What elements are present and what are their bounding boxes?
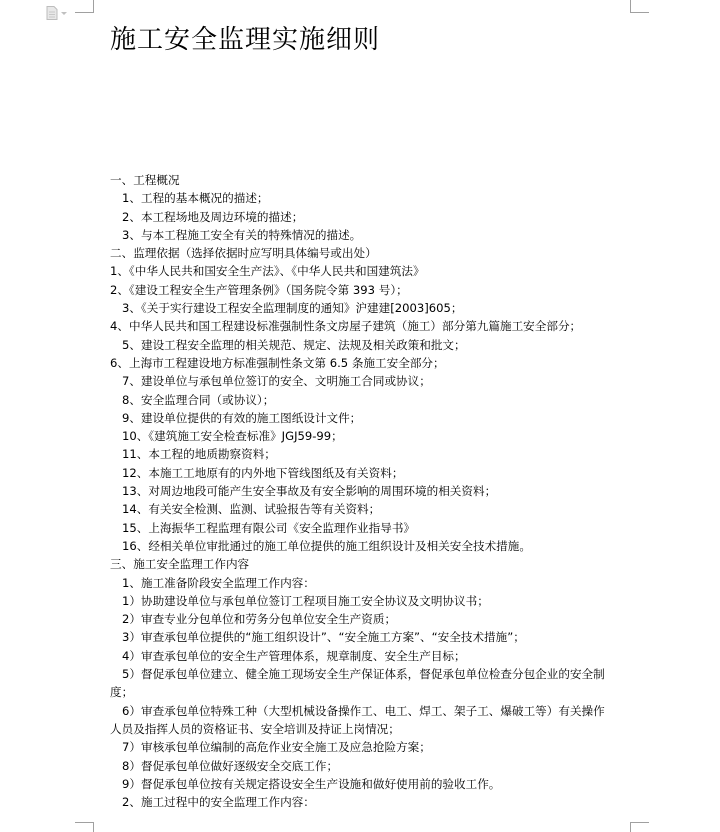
body-line: 7）审核承包单位编制的高危作业安全施工及应急抢险方案； <box>122 740 431 755</box>
body-line: 二、监理依据（选择依据时应写明具体编号或出处） <box>110 246 377 261</box>
document-title: 施工安全监理实施细则 <box>110 25 381 55</box>
crop-mark-top-right <box>630 0 649 13</box>
body-line: 10、《建筑施工安全检查标准》JGJ59-99； <box>122 429 343 444</box>
body-line: 11、本工程的地质勘察资料； <box>122 447 276 462</box>
body-line: 12、本施工工地原有的内外地下管线图纸及有关资料； <box>122 465 404 480</box>
body-line: 9）督促承包单位按有关规定搭设安全生产设施和做好使用前的验收工作。 <box>122 776 501 791</box>
body-line: 13、对周边地段可能产生安全事故及有安全影响的周围环境的相关资料； <box>122 484 497 499</box>
body-line: 一、工程概况 <box>110 173 180 187</box>
body-line: 1、施工准备阶段安全监理工作内容： <box>122 575 315 590</box>
body-line: 5）督促承包单位建立、健全施工现场安全生产保证体系，督促承包单位检查分包企业的安全制度； <box>110 667 605 700</box>
body-line: 2）审查专业分包单位和劳务分包单位安全生产资质； <box>122 612 397 627</box>
document-icon <box>46 6 68 20</box>
body-line: 3）审查承包单位提供的“施工组织设计”、“安全施工方案”、“安全技术措施”； <box>122 630 525 645</box>
body-line: 6、上海市工程建设地方标准强制性条文第 6.5 条施工安全部分； <box>110 355 445 370</box>
body-line: 9、建设单位提供的有效的施工图纸设计文件； <box>122 410 362 425</box>
body-line: 7、建设单位与承包单位签订的安全、文明施工合同或协议； <box>122 374 431 389</box>
body-line: 1、工程的基本概况的描述； <box>122 191 269 206</box>
body-line: 3、《关于实行建设工程安全监理制度的通知》沪建建[2003]605； <box>122 301 463 316</box>
body-line: 1、《中华人民共和国安全生产法》、《中华人民共和国建筑法》 <box>110 264 425 279</box>
body-line: 4、中华人民共和国工程建设标准强制性条文房屋子建筑（施工）部分第九篇施工安全部分； <box>110 319 582 334</box>
body-line: 5、建设工程安全监理的相关规范、规定、法规及相关政策和批文； <box>122 337 466 352</box>
body-line: 4）审查承包单位的安全生产管理体系，规章制度、安全生产目标； <box>122 648 466 663</box>
body-line: 2、施工过程中的安全监理工作内容： <box>122 795 315 810</box>
body-line: 三、施工安全监理工作内容 <box>110 557 250 572</box>
crop-mark-top-left <box>75 0 94 13</box>
body-line: 2、本工程场地及周边环境的描述； <box>122 209 304 224</box>
body-line: 8、安全监理合同（或协议）； <box>122 392 275 407</box>
body-line: 15、上海振华工程监理有限公司《安全监理作业指导书》 <box>122 520 416 535</box>
body-line: 16、经相关单位审批通过的施工单位提供的施工组织设计及相关安全技术措施。 <box>122 538 531 553</box>
document-body <box>110 171 614 811</box>
body-line: 3、与本工程施工安全有关的特殊情况的描述。 <box>122 227 362 242</box>
body-line: 2、《建设工程安全生产管理条例》（国务院令第 393 号）； <box>110 282 408 297</box>
body-line: 8）督促承包单位做好逐级安全交底工作； <box>122 758 339 773</box>
body-line: 1）协助建设单位与承包单位签订工程项目施工安全协议及文明协议书； <box>122 593 489 608</box>
body-line: 14、有关安全检测、监测、试验报告等有关资料； <box>122 502 381 517</box>
body-line: 6）审查承包单位特殊工种（大型机械设备操作工、电工、焊工、架子工、爆破工等）有关操作人员及指挥人员的资格证书、安全培训及持证上岗情况； <box>110 703 605 736</box>
